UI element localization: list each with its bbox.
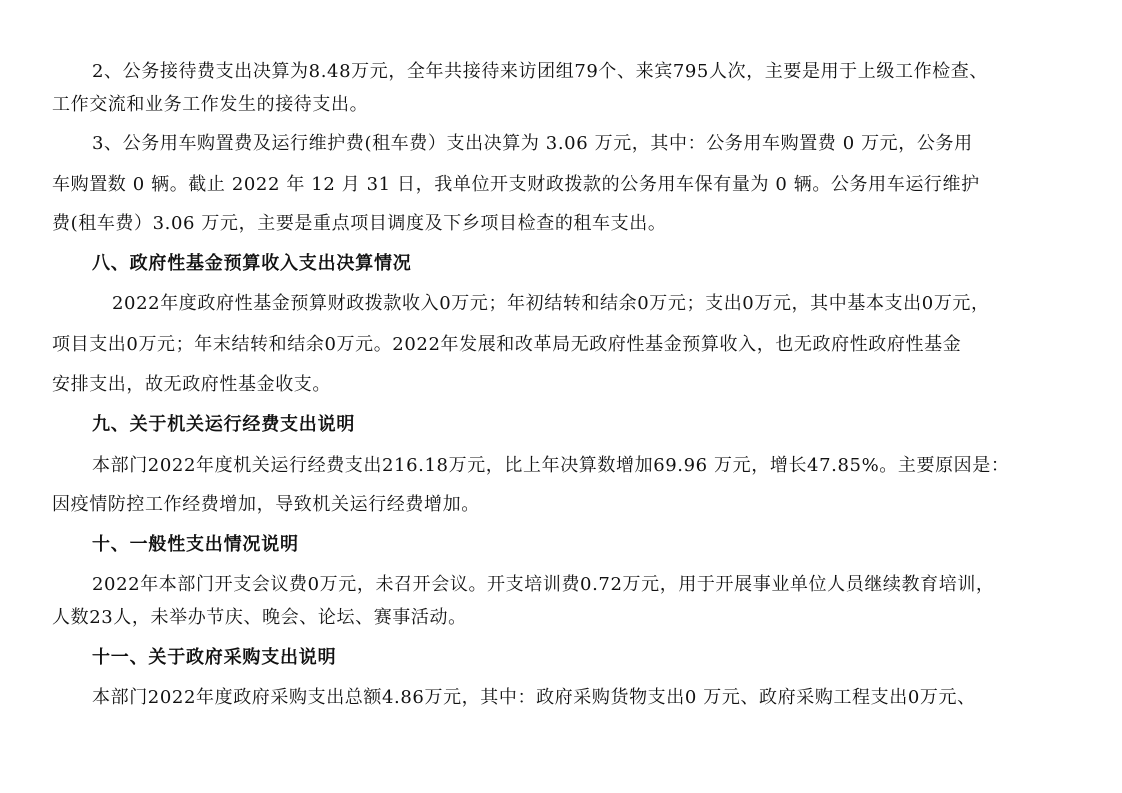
paragraph-general-expense-line-1: 2022年本部门开支会议费0万元，未召开会议。开支培训费0.72万元，用于开展事业单位人员继续教育培训， bbox=[92, 574, 995, 595]
paragraph-operating-expense-line-1: 本部门2022年度机关运行经费支出216.18万元，比上年决算数增加69.96 万元，增长47.85%。主要原因是： bbox=[92, 455, 1010, 476]
paragraph-government-fund-line-2: 项目支出0万元；年末结转和结余0万元。2022年发展和改革局无政府性基金预算收入，也无政府性政府性基金 bbox=[52, 334, 962, 355]
paragraph-vehicle-expense-line-1: 3、公务用车购置费及运行维护费(租车费）支出决算为 3.06 万元，其中：公务用车购置费 0 万元，公务用 bbox=[92, 133, 973, 154]
section-heading-9: 九、关于机关运行经费支出说明 bbox=[92, 414, 356, 435]
paragraph-vehicle-expense-line-2: 车购置数 0 辆。截止 2022 年 12 月 31 日，我单位开支财政拨款的公务用车保有量为 0 辆。公务用车运行维护 bbox=[52, 174, 980, 195]
paragraph-operating-expense-line-2: 因疫情防控工作经费增加，导致机关运行经费增加。 bbox=[52, 494, 480, 515]
paragraph-government-fund-line-3: 安排支出，故无政府性基金收支。 bbox=[52, 374, 331, 395]
paragraph-government-fund-line-1: 2022年度政府性基金预算财政拨款收入0万元；年初结转和结余0万元；支出0万元，其中基本支出0万元， bbox=[112, 293, 990, 314]
section-heading-10: 十、一般性支出情况说明 bbox=[92, 534, 299, 555]
section-heading-11: 十一、关于政府采购支出说明 bbox=[92, 647, 337, 668]
paragraph-reception-expense-line-1: 2、公务接待费支出决算为8.48万元，全年共接待来访团组79个、来宾795人次，主要是用于上级工作检查、 bbox=[92, 61, 988, 82]
paragraph-general-expense-line-2: 人数23人，未举办节庆、晚会、论坛、赛事活动。 bbox=[52, 607, 467, 628]
paragraph-reception-expense-line-2: 工作交流和业务工作发生的接待支出。 bbox=[52, 94, 369, 115]
section-heading-8: 八、政府性基金预算收入支出决算情况 bbox=[92, 253, 412, 274]
paragraph-procurement-line-1: 本部门2022年度政府采购支出总额4.86万元，其中：政府采购货物支出0 万元、政府采购工程支出0万元、 bbox=[92, 687, 976, 708]
paragraph-vehicle-expense-line-3: 费(租车费）3.06 万元，主要是重点项目调度及下乡项目检查的租车支出。 bbox=[52, 213, 667, 234]
